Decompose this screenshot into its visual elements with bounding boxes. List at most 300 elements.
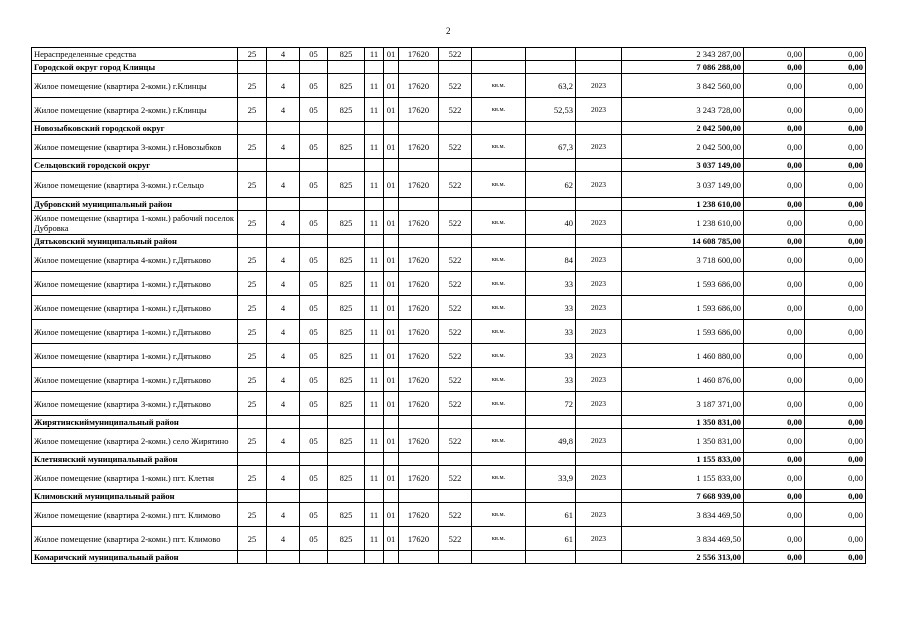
- code-col-3: [300, 235, 328, 248]
- amount-cell: 1 155 833,00: [622, 466, 744, 490]
- code-col-7: 17620: [399, 296, 439, 320]
- value-3-cell: 0,00: [805, 453, 866, 466]
- code-col-6: [384, 122, 399, 135]
- code-col-8: 522: [439, 527, 472, 551]
- name: Жилое помещение (квартира 2-комн.) пгт. Климово: [32, 527, 238, 551]
- code-col-1: 25: [238, 466, 267, 490]
- table-row: [32, 98, 866, 122]
- code-col-4: 825: [328, 135, 365, 159]
- code-col-6: 01: [384, 98, 399, 122]
- code-col-3: 05: [300, 74, 328, 98]
- code-col-7: 17620: [399, 344, 439, 368]
- code-col-8: [439, 198, 472, 211]
- code-col-2: 4: [267, 503, 300, 527]
- code-col-2: 4: [267, 368, 300, 392]
- code-col-2: [267, 490, 300, 503]
- table-row: [32, 368, 866, 392]
- year-cell: [576, 453, 622, 466]
- year-cell: 2023: [576, 368, 622, 392]
- code-col-2: 4: [267, 296, 300, 320]
- code-col-8: [439, 235, 472, 248]
- code-col-6: 01: [384, 320, 399, 344]
- code-col-4: 825: [328, 211, 365, 235]
- code-col-8: 522: [439, 320, 472, 344]
- amount-cell: 7 668 939,00: [622, 490, 744, 503]
- value-2-cell: 0,00: [744, 466, 805, 490]
- code-col-5: 11: [365, 392, 384, 416]
- unit-cell: кв.м.: [472, 296, 526, 320]
- group-header-row: [32, 198, 866, 211]
- value-2-cell: 0,00: [744, 527, 805, 551]
- unit-cell: кв.м.: [472, 211, 526, 235]
- name: Комаричский муниципальный район: [32, 551, 238, 564]
- area-cell: [526, 122, 576, 135]
- code-col-3: 05: [300, 48, 328, 61]
- code-col-6: 01: [384, 466, 399, 490]
- name: Жилое помещение (квартира 1-комн.) г.Дятьково: [32, 368, 238, 392]
- value-3-cell: 0,00: [805, 296, 866, 320]
- code-col-6: 01: [384, 272, 399, 296]
- value-3-cell: 0,00: [805, 392, 866, 416]
- code-col-7: [399, 490, 439, 503]
- name: Нераспределенные средства: [32, 48, 238, 61]
- year-cell: 2023: [576, 344, 622, 368]
- code-col-1: [238, 551, 267, 564]
- name: Жилое помещение (квартира 1-комн.) г.Дятьково: [32, 344, 238, 368]
- code-col-7: [399, 235, 439, 248]
- unit-cell: [472, 453, 526, 466]
- name: Жилое помещение (квартира 1-комн.) г.Дятьково: [32, 272, 238, 296]
- code-col-6: 01: [384, 503, 399, 527]
- code-col-3: [300, 159, 328, 172]
- code-col-2: 4: [267, 527, 300, 551]
- code-col-7: 17620: [399, 48, 439, 61]
- value-2-cell: 0,00: [744, 320, 805, 344]
- code-col-7: 17620: [399, 135, 439, 159]
- name: Новозыбковский городской округ: [32, 122, 238, 135]
- page-number: 2: [446, 26, 451, 36]
- unit-cell: [472, 235, 526, 248]
- code-col-6: 01: [384, 74, 399, 98]
- amount-cell: 2 042 500,00: [622, 135, 744, 159]
- area-cell: 84: [526, 248, 576, 272]
- code-col-2: 4: [267, 320, 300, 344]
- code-col-6: 01: [384, 296, 399, 320]
- value-2-cell: 0,00: [744, 429, 805, 453]
- code-col-2: 4: [267, 74, 300, 98]
- value-2-cell: 0,00: [744, 490, 805, 503]
- code-col-6: 01: [384, 392, 399, 416]
- name: Дубровский муниципальный район: [32, 198, 238, 211]
- code-col-6: 01: [384, 135, 399, 159]
- group-header-row: [32, 61, 866, 74]
- amount-cell: 3 834 469,50: [622, 503, 744, 527]
- code-col-5: 11: [365, 272, 384, 296]
- unit-cell: [472, 416, 526, 429]
- year-cell: 2023: [576, 466, 622, 490]
- code-col-7: 17620: [399, 272, 439, 296]
- code-col-2: 4: [267, 248, 300, 272]
- amount-cell: 2 042 500,00: [622, 122, 744, 135]
- amount-cell: 3 243 728,00: [622, 98, 744, 122]
- value-3-cell: 0,00: [805, 466, 866, 490]
- code-col-1: 25: [238, 48, 267, 61]
- code-col-6: [384, 159, 399, 172]
- code-col-6: 01: [384, 527, 399, 551]
- unit-cell: кв.м.: [472, 320, 526, 344]
- table-row: [32, 392, 866, 416]
- unit-cell: [472, 61, 526, 74]
- code-col-5: 11: [365, 248, 384, 272]
- amount-cell: 3 037 149,00: [622, 159, 744, 172]
- code-col-8: 522: [439, 429, 472, 453]
- code-col-5: 11: [365, 320, 384, 344]
- value-3-cell: 0,00: [805, 159, 866, 172]
- year-cell: 2023: [576, 98, 622, 122]
- name: Клетнянский муниципальный район: [32, 453, 238, 466]
- amount-cell: 1 593 686,00: [622, 296, 744, 320]
- code-col-8: 522: [439, 503, 472, 527]
- code-col-1: [238, 159, 267, 172]
- area-cell: [526, 48, 576, 61]
- value-3-cell: 0,00: [805, 61, 866, 74]
- code-col-3: 05: [300, 527, 328, 551]
- table-row: [32, 320, 866, 344]
- name: Климовский муниципальный район: [32, 490, 238, 503]
- value-2-cell: 0,00: [744, 392, 805, 416]
- value-3-cell: 0,00: [805, 527, 866, 551]
- code-col-1: 25: [238, 503, 267, 527]
- code-col-3: 05: [300, 98, 328, 122]
- name: Жилое помещение (квартира 1-комн.) пгт. Клетня: [32, 466, 238, 490]
- value-2-cell: 0,00: [744, 296, 805, 320]
- table-row: [32, 172, 866, 198]
- value-2-cell: 0,00: [744, 248, 805, 272]
- unit-cell: [472, 198, 526, 211]
- code-col-2: [267, 235, 300, 248]
- code-col-3: 05: [300, 296, 328, 320]
- code-col-8: 522: [439, 248, 472, 272]
- code-col-3: 05: [300, 368, 328, 392]
- code-col-4: [328, 490, 365, 503]
- year-cell: 2023: [576, 74, 622, 98]
- year-cell: 2023: [576, 392, 622, 416]
- value-2-cell: 0,00: [744, 211, 805, 235]
- code-col-4: [328, 551, 365, 564]
- code-col-7: [399, 416, 439, 429]
- code-col-7: 17620: [399, 74, 439, 98]
- value-2-cell: 0,00: [744, 48, 805, 61]
- amount-cell: 14 608 785,00: [622, 235, 744, 248]
- area-cell: 61: [526, 527, 576, 551]
- code-col-3: 05: [300, 172, 328, 198]
- code-col-1: 25: [238, 98, 267, 122]
- code-col-6: [384, 61, 399, 74]
- code-col-7: [399, 122, 439, 135]
- value-3-cell: 0,00: [805, 429, 866, 453]
- code-col-6: 01: [384, 211, 399, 235]
- code-col-3: 05: [300, 211, 328, 235]
- code-col-4: 825: [328, 429, 365, 453]
- code-col-1: 25: [238, 296, 267, 320]
- code-col-4: 825: [328, 48, 365, 61]
- code-col-4: 825: [328, 98, 365, 122]
- code-col-4: [328, 198, 365, 211]
- code-col-4: [328, 416, 365, 429]
- name: Жилое помещение (квартира 4-комн.) г.Дятьково: [32, 248, 238, 272]
- name: Городской округ город Клинцы: [32, 61, 238, 74]
- code-col-7: 17620: [399, 320, 439, 344]
- code-col-2: 4: [267, 466, 300, 490]
- code-col-4: 825: [328, 527, 365, 551]
- area-cell: [526, 235, 576, 248]
- year-cell: [576, 416, 622, 429]
- code-col-4: 825: [328, 272, 365, 296]
- name: Жирятинскиймуниципальный район: [32, 416, 238, 429]
- code-col-4: [328, 235, 365, 248]
- year-cell: 2023: [576, 172, 622, 198]
- code-col-3: [300, 453, 328, 466]
- amount-cell: 1 460 880,00: [622, 344, 744, 368]
- code-col-2: [267, 61, 300, 74]
- code-col-8: 522: [439, 368, 472, 392]
- code-col-5: [365, 122, 384, 135]
- code-col-1: 25: [238, 392, 267, 416]
- unit-cell: [472, 48, 526, 61]
- code-col-8: 522: [439, 466, 472, 490]
- area-cell: 62: [526, 172, 576, 198]
- value-2-cell: 0,00: [744, 453, 805, 466]
- value-2-cell: 0,00: [744, 416, 805, 429]
- code-col-3: 05: [300, 344, 328, 368]
- code-col-5: 11: [365, 429, 384, 453]
- group-header-row: [32, 551, 866, 564]
- code-col-1: 25: [238, 527, 267, 551]
- code-col-7: [399, 159, 439, 172]
- amount-cell: 1 238 610,00: [622, 198, 744, 211]
- code-col-7: [399, 198, 439, 211]
- unit-cell: кв.м.: [472, 466, 526, 490]
- code-col-2: 4: [267, 135, 300, 159]
- year-cell: 2023: [576, 272, 622, 296]
- name: Жилое помещение (квартира 3-комн.) г.Сельцо: [32, 172, 238, 198]
- code-col-4: 825: [328, 172, 365, 198]
- code-col-8: 522: [439, 344, 472, 368]
- code-col-7: 17620: [399, 392, 439, 416]
- code-col-5: [365, 61, 384, 74]
- code-col-2: 4: [267, 429, 300, 453]
- value-3-cell: 0,00: [805, 344, 866, 368]
- name: Жилое помещение (квартира 1-комн.) рабочий поселок Дубровка: [32, 211, 238, 235]
- value-3-cell: 0,00: [805, 48, 866, 61]
- unit-cell: кв.м.: [472, 392, 526, 416]
- code-col-8: 522: [439, 272, 472, 296]
- code-col-3: [300, 61, 328, 74]
- group-header-row: [32, 235, 866, 248]
- code-col-5: [365, 159, 384, 172]
- code-col-4: 825: [328, 74, 365, 98]
- code-col-5: 11: [365, 466, 384, 490]
- code-col-8: 522: [439, 74, 472, 98]
- value-2-cell: 0,00: [744, 272, 805, 296]
- amount-cell: 1 238 610,00: [622, 211, 744, 235]
- name: Дятьковский муниципальный район: [32, 235, 238, 248]
- year-cell: [576, 490, 622, 503]
- amount-cell: 3 842 560,00: [622, 74, 744, 98]
- code-col-5: 11: [365, 98, 384, 122]
- area-cell: 33: [526, 272, 576, 296]
- area-cell: 33: [526, 320, 576, 344]
- area-cell: 33: [526, 368, 576, 392]
- code-col-5: 11: [365, 296, 384, 320]
- area-cell: 33: [526, 296, 576, 320]
- code-col-5: [365, 490, 384, 503]
- table-row: [32, 344, 866, 368]
- area-cell: 40: [526, 211, 576, 235]
- code-col-1: [238, 235, 267, 248]
- group-header-row: [32, 159, 866, 172]
- code-col-3: [300, 416, 328, 429]
- code-col-4: 825: [328, 503, 365, 527]
- year-cell: [576, 61, 622, 74]
- code-col-4: [328, 61, 365, 74]
- area-cell: 61: [526, 503, 576, 527]
- unit-cell: кв.м.: [472, 272, 526, 296]
- code-col-4: 825: [328, 296, 365, 320]
- value-2-cell: 0,00: [744, 344, 805, 368]
- code-col-2: 4: [267, 48, 300, 61]
- code-col-8: 522: [439, 296, 472, 320]
- code-col-7: 17620: [399, 172, 439, 198]
- code-col-1: 25: [238, 74, 267, 98]
- code-col-1: 25: [238, 248, 267, 272]
- code-col-1: [238, 61, 267, 74]
- code-col-8: [439, 453, 472, 466]
- value-2-cell: 0,00: [744, 198, 805, 211]
- code-col-3: 05: [300, 320, 328, 344]
- area-cell: [526, 159, 576, 172]
- code-col-7: 17620: [399, 466, 439, 490]
- code-col-7: 17620: [399, 527, 439, 551]
- code-col-2: 4: [267, 98, 300, 122]
- code-col-6: 01: [384, 48, 399, 61]
- code-col-6: [384, 198, 399, 211]
- code-col-1: [238, 416, 267, 429]
- value-2-cell: 0,00: [744, 235, 805, 248]
- code-col-1: 25: [238, 172, 267, 198]
- table-row: [32, 135, 866, 159]
- unit-cell: кв.м.: [472, 74, 526, 98]
- year-cell: 2023: [576, 248, 622, 272]
- name: Жилое помещение (квартира 2-комн.) г.Клинцы: [32, 98, 238, 122]
- code-col-7: [399, 551, 439, 564]
- year-cell: [576, 122, 622, 135]
- code-col-6: 01: [384, 172, 399, 198]
- table-row: [32, 74, 866, 98]
- name: Жилое помещение (квартира 3-комн.) г.Дятьково: [32, 392, 238, 416]
- area-cell: [526, 551, 576, 564]
- code-col-7: [399, 453, 439, 466]
- year-cell: 2023: [576, 429, 622, 453]
- code-col-1: 25: [238, 135, 267, 159]
- year-cell: 2023: [576, 503, 622, 527]
- code-col-4: [328, 159, 365, 172]
- amount-cell: 3 834 469,50: [622, 527, 744, 551]
- table-row: [32, 527, 866, 551]
- code-col-7: 17620: [399, 503, 439, 527]
- code-col-6: 01: [384, 248, 399, 272]
- value-2-cell: 0,00: [744, 368, 805, 392]
- area-cell: 49,8: [526, 429, 576, 453]
- code-col-4: 825: [328, 466, 365, 490]
- value-3-cell: 0,00: [805, 172, 866, 198]
- code-col-7: 17620: [399, 368, 439, 392]
- name: Жилое помещение (квартира 2-комн.) пгт. Климово: [32, 503, 238, 527]
- value-3-cell: 0,00: [805, 503, 866, 527]
- area-cell: 72: [526, 392, 576, 416]
- name: Жилое помещение (квартира 2-комн.) г.Клинцы: [32, 74, 238, 98]
- code-col-1: [238, 122, 267, 135]
- code-col-6: 01: [384, 429, 399, 453]
- code-col-4: 825: [328, 344, 365, 368]
- amount-cell: 3 718 600,00: [622, 248, 744, 272]
- year-cell: [576, 235, 622, 248]
- year-cell: [576, 551, 622, 564]
- code-col-5: 11: [365, 74, 384, 98]
- value-2-cell: 0,00: [744, 159, 805, 172]
- name: Жилое помещение (квартира 2-комн.) село Жирятино: [32, 429, 238, 453]
- amount-cell: 3 037 149,00: [622, 172, 744, 198]
- code-col-3: 05: [300, 466, 328, 490]
- code-col-8: [439, 416, 472, 429]
- amount-cell: 7 086 288,00: [622, 61, 744, 74]
- table-row: [32, 296, 866, 320]
- code-col-4: [328, 453, 365, 466]
- amount-cell: 1 350 831,00: [622, 416, 744, 429]
- code-col-8: [439, 551, 472, 564]
- code-col-3: 05: [300, 135, 328, 159]
- code-col-5: [365, 551, 384, 564]
- unit-cell: кв.м.: [472, 248, 526, 272]
- amount-cell: 1 593 686,00: [622, 272, 744, 296]
- value-3-cell: 0,00: [805, 248, 866, 272]
- value-2-cell: 0,00: [744, 61, 805, 74]
- table-body: [32, 48, 866, 564]
- area-cell: 63,2: [526, 74, 576, 98]
- unit-cell: кв.м.: [472, 172, 526, 198]
- code-col-6: [384, 490, 399, 503]
- area-cell: [526, 61, 576, 74]
- group-header-row: [32, 416, 866, 429]
- code-col-6: [384, 416, 399, 429]
- area-cell: [526, 453, 576, 466]
- code-col-6: 01: [384, 368, 399, 392]
- code-col-2: [267, 198, 300, 211]
- code-col-2: [267, 453, 300, 466]
- code-col-7: 17620: [399, 429, 439, 453]
- unit-cell: [472, 122, 526, 135]
- code-col-5: [365, 235, 384, 248]
- code-col-4: 825: [328, 392, 365, 416]
- year-cell: 2023: [576, 527, 622, 551]
- year-cell: 2023: [576, 296, 622, 320]
- unit-cell: [472, 551, 526, 564]
- name: Жилое помещение (квартира 1-комн.) г.Дятьково: [32, 296, 238, 320]
- value-3-cell: 0,00: [805, 416, 866, 429]
- code-col-1: [238, 453, 267, 466]
- code-col-2: 4: [267, 344, 300, 368]
- unit-cell: кв.м.: [472, 368, 526, 392]
